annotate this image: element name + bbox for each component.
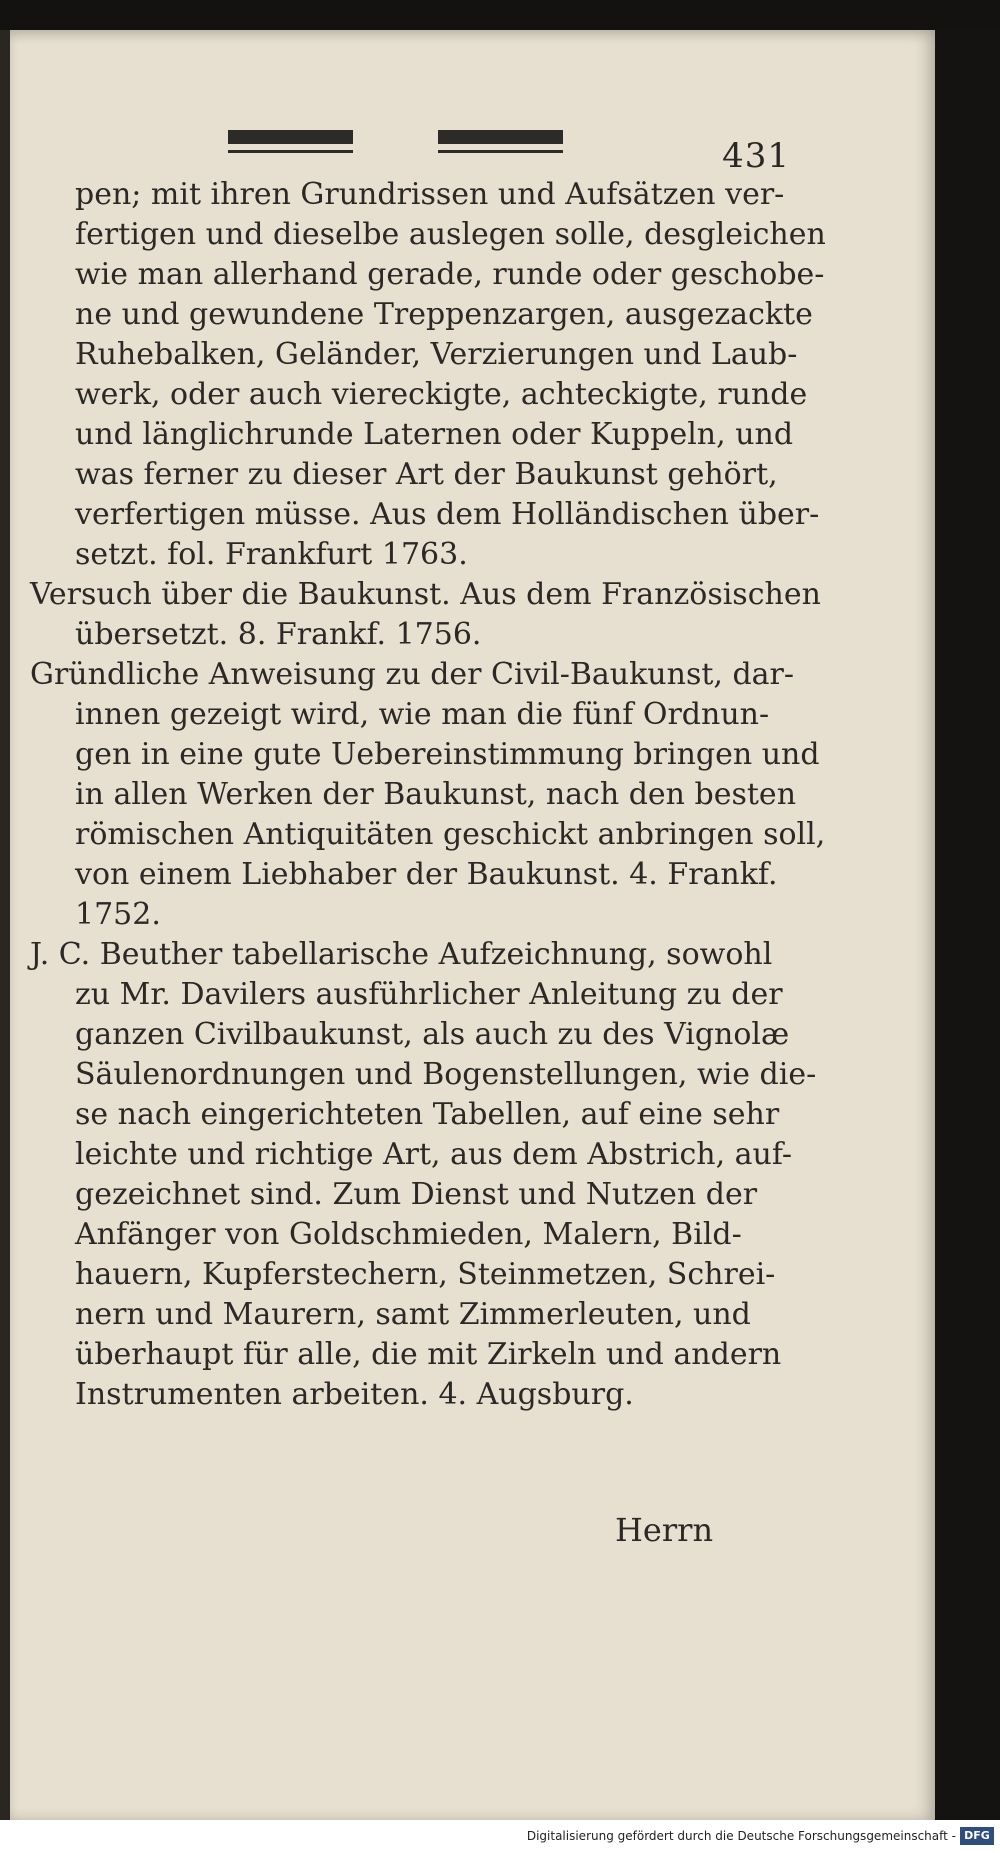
text-line: Säulenordnungen und Bogenstellungen, wie die-	[75, 1057, 817, 1092]
text-line: Instrumenten arbeiten. 4. Augsburg.	[75, 1377, 634, 1412]
text-line: innen gezeigt wird, wie man die fünf Ordnun-	[75, 697, 770, 732]
text-line: übersetzt. 8. Frankf. 1756.	[75, 617, 482, 652]
text-line: Ruhebalken, Geländer, Verzierungen und Laub-	[75, 337, 798, 372]
scan-background-right	[935, 30, 1000, 1820]
book-page	[10, 30, 935, 1820]
scan-background-left	[0, 30, 10, 1820]
text-line: hauern, Kupferstechern, Steinmetzen, Schrei-	[75, 1257, 776, 1292]
text-line: wie man allerhand gerade, runde oder geschobe-	[75, 257, 825, 292]
text-line: überhaupt für alle, die mit Zirkeln und andern	[75, 1337, 782, 1372]
scan-background-top	[0, 0, 1000, 30]
text-line: nern und Maurern, samt Zimmerleuten, und	[75, 1297, 751, 1332]
funding-credit: Digitalisierung gefördert durch die Deutsche Forschungsgemeinschaft -	[526, 1829, 956, 1843]
text-line: verfertigen müsse. Aus dem Holländischen über-	[75, 497, 820, 532]
text-line: fertigen und dieselbe auslegen solle, desgleichen	[75, 217, 826, 252]
dfg-logo: DFG	[960, 1827, 994, 1845]
text-line: pen; mit ihren Grundrissen und Aufsätzen ver-	[75, 177, 785, 212]
text-line: in allen Werken der Baukunst, nach den besten	[75, 777, 797, 812]
text-line: zu Mr. Davilers ausführlicher Anleitung zu der	[75, 977, 783, 1012]
text-line: gezeichnet sind. Zum Dienst und Nutzen der	[75, 1177, 758, 1212]
text-line: se nach eingerichteten Tabellen, auf eine sehr	[75, 1097, 780, 1132]
text-line: römischen Antiquitäten geschickt anbringen soll,	[75, 817, 826, 852]
text-line: ne und gewundene Treppenzargen, ausgezackte	[75, 297, 813, 332]
text-line: ganzen Civilbaukunst, als auch zu des Vignolæ	[75, 1017, 790, 1052]
text-line: Anfänger von Goldschmieden, Malern, Bild-	[75, 1217, 742, 1252]
entry-line: Gründliche Anweisung zu der Civil-Baukunst, dar-	[30, 657, 795, 692]
footer-bar	[0, 1820, 1000, 1853]
text-line: setzt. fol. Frankfurt 1763.	[75, 537, 468, 572]
entry-line: J. C. Beuther tabellarische Aufzeichnung, sowohl	[30, 937, 773, 972]
text-line: 1752.	[75, 897, 161, 932]
text-line: von einem Liebhaber der Baukunst. 4. Frankf.	[75, 857, 778, 892]
page-body	[10, 30, 935, 1820]
text-line: gen in eine gute Uebereinstimmung bringen und	[75, 737, 820, 772]
page-number: 431	[722, 136, 790, 176]
text-line: werk, oder auch viereckigte, achteckigte, runde	[75, 377, 808, 412]
catchword: Herrn	[615, 1511, 714, 1549]
text-line: leichte und richtige Art, aus dem Abstrich, auf-	[75, 1137, 793, 1172]
text-line: was ferner zu dieser Art der Baukunst gehört,	[75, 457, 778, 492]
text-line: und länglichrunde Laternen oder Kuppeln, und	[75, 417, 794, 452]
entry-line: Versuch über die Baukunst. Aus dem Französischen	[30, 577, 821, 612]
